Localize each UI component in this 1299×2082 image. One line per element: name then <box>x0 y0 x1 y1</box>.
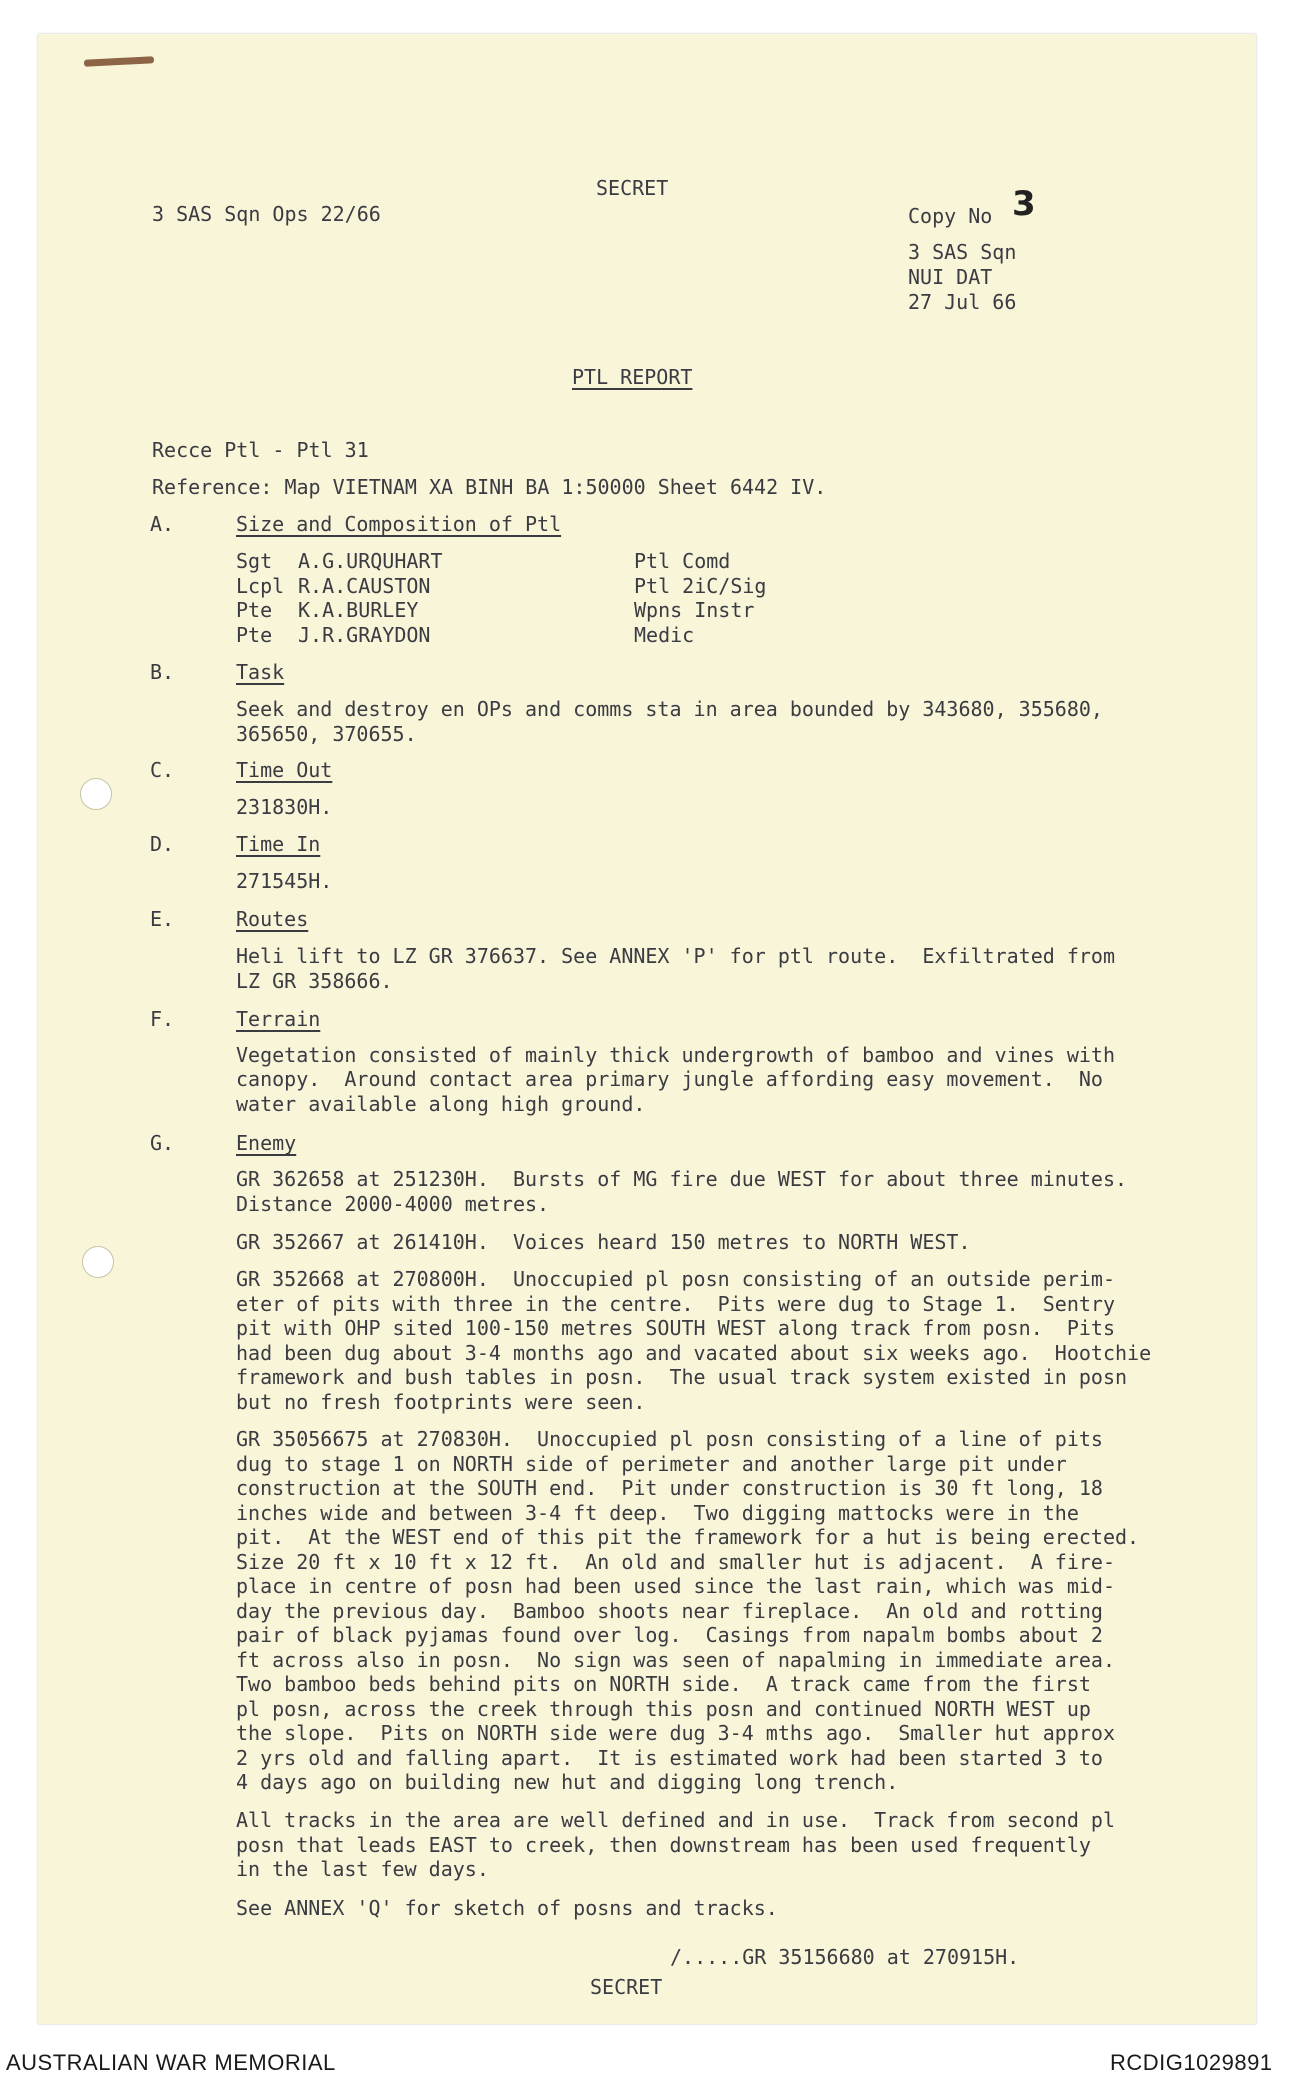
unit: 3 SAS Sqn <box>908 240 1017 264</box>
copy-number: 3 <box>1012 184 1036 224</box>
enemy-line: the slope. Pits on NORTH side were dug 3-4 mths ago. Smaller hut approx <box>236 1721 1115 1745</box>
enemy-line: inches wide and between 3-4 ft deep. Two digging mattocks were in the <box>236 1501 1079 1525</box>
terrain-line: Vegetation consisted of mainly thick undergrowth of bamboo and vines with <box>236 1043 1115 1067</box>
enemy-line: framework and bush tables in posn. The usual track system existed in posn <box>236 1365 1128 1389</box>
section-g-letter: G. <box>150 1131 175 1155</box>
section-e-heading: Routes <box>236 907 309 931</box>
punch-hole-top <box>80 778 112 810</box>
enemy-line: GR 352667 at 261410H. Voices heard 150 metres to NORTH WEST. <box>236 1230 971 1254</box>
member-rank: Pte <box>236 623 273 647</box>
enemy-line: place in centre of posn had been used since the last rain, which was mid- <box>236 1574 1115 1598</box>
enemy-line: had been dug about 3-4 months ago and vacated about six weeks ago. Hootchie <box>236 1341 1152 1365</box>
enemy-line: but no fresh footprints were seen. <box>236 1390 646 1414</box>
enemy-line: Two bamboo beds behind pits on NORTH side. A track came from the first <box>236 1672 1091 1696</box>
member-rank: Sgt <box>236 549 273 573</box>
enemy-line: Size 20 ft x 10 ft x 12 ft. An old and smaller hut is adjacent. A fire- <box>236 1550 1115 1574</box>
section-d-heading: Time In <box>236 832 321 856</box>
member-role: Medic <box>634 623 695 647</box>
member-name: J.R.GRAYDON <box>298 623 431 647</box>
member-rank: Lcpl <box>236 574 285 598</box>
enemy-line: GR 362658 at 251230H. Bursts of MG fire due WEST for about three minutes. <box>236 1167 1128 1191</box>
routes-line: LZ GR 358666. <box>236 969 393 993</box>
section-a-letter: A. <box>150 512 175 536</box>
section-a-heading: Size and Composition of Ptl <box>236 512 562 536</box>
enemy-line: pl posn, across the creek through this posn and continued NORTH WEST up <box>236 1697 1091 1721</box>
section-e-letter: E. <box>150 907 175 931</box>
member-role: Ptl Comd <box>634 549 731 573</box>
enemy-line: GR 35056675 at 270830H. Unoccupied pl posn consisting of a line of pits <box>236 1427 1103 1451</box>
time-out-value: 231830H. <box>236 795 333 819</box>
date: 27 Jul 66 <box>908 290 1017 314</box>
task-line: 365650, 370655. <box>236 722 417 746</box>
enemy-line: 2 yrs old and falling apart. It is estimated work had been started 3 to <box>236 1746 1103 1770</box>
report-title: PTL REPORT <box>572 365 693 389</box>
section-g-heading: Enemy <box>236 1131 297 1155</box>
enemy-line: pit. At the WEST end of this pit the framework for a hut is being erected. <box>236 1525 1140 1549</box>
classification-top: SECRET <box>596 176 669 200</box>
terrain-line: canopy. Around contact area primary jungle affording easy movement. No <box>236 1067 1103 1091</box>
enemy-line: pair of black pyjamas found over log. Casings from napalm bombs about 2 <box>236 1623 1103 1647</box>
enemy-line: GR 352668 at 270800H. Unoccupied pl posn consisting of an outside perim- <box>236 1267 1115 1291</box>
section-d-letter: D. <box>150 832 175 856</box>
enemy-line: construction at the SOUTH end. Pit under construction is 30 ft long, 18 <box>236 1476 1103 1500</box>
archive-credit: AUSTRALIAN WAR MEMORIAL <box>6 2050 336 2075</box>
member-name: R.A.CAUSTON <box>298 574 431 598</box>
terrain-line: water available along high ground. <box>236 1092 646 1116</box>
enemy-line: pit with OHP sited 100-150 metres SOUTH WEST along track from posn. Pits <box>236 1316 1115 1340</box>
enemy-line: dug to stage 1 on NORTH side of perimeter and another large pit under <box>236 1452 1067 1476</box>
section-c-letter: C. <box>150 758 175 782</box>
classification-bottom: SECRET <box>590 1975 663 1999</box>
map-reference: Reference: Map VIETNAM XA BINH BA 1:50000 Sheet 6442 IV. <box>152 475 827 499</box>
enemy-line: 4 days ago on building new hut and digging long trench. <box>236 1770 899 1794</box>
copy-label: Copy No <box>908 204 993 228</box>
task-line: Seek and destroy en OPs and comms sta in area bounded by 343680, 355680, <box>236 697 1103 721</box>
member-name: K.A.BURLEY <box>298 598 419 622</box>
location: NUI DAT <box>908 265 993 289</box>
enemy-line: posn that leads EAST to creek, then downstream has been used frequently <box>236 1833 1091 1857</box>
patrol-name: Recce Ptl - Ptl 31 <box>152 438 369 462</box>
enemy-line: Distance 2000-4000 metres. <box>236 1192 550 1216</box>
routes-line: Heli lift to LZ GR 376637. See ANNEX 'P' for ptl route. Exfiltrated from <box>236 944 1115 968</box>
time-in-value: 271545H. <box>236 869 333 893</box>
reference-number: 3 SAS Sqn Ops 22/66 <box>152 202 381 226</box>
enemy-line: See ANNEX 'Q' for sketch of posns and tracks. <box>236 1896 778 1920</box>
section-b-letter: B. <box>150 660 175 684</box>
enemy-line: in the last few days. <box>236 1857 489 1881</box>
section-f-letter: F. <box>150 1007 175 1031</box>
section-c-heading: Time Out <box>236 758 333 782</box>
enemy-line: eter of pits with three in the centre. Pits were dug to Stage 1. Sentry <box>236 1292 1115 1316</box>
enemy-line: All tracks in the area are well defined and in use. Track from second pl <box>236 1808 1115 1832</box>
archive-id: RCDIG1029891 <box>1110 2050 1273 2075</box>
member-role: Wpns Instr <box>634 598 755 622</box>
member-name: A.G.URQUHART <box>298 549 443 573</box>
enemy-line: day the previous day. Bamboo shoots near fireplace. An old and rotting <box>236 1599 1103 1623</box>
enemy-line: ft across also in posn. No sign was seen of napalming in immediate area. <box>236 1648 1115 1672</box>
member-rank: Pte <box>236 598 273 622</box>
member-role: Ptl 2iC/Sig <box>634 574 767 598</box>
section-b-heading: Task <box>236 660 285 684</box>
section-f-heading: Terrain <box>236 1007 321 1031</box>
punch-hole-bottom <box>82 1246 114 1278</box>
continuation-note: /.....GR 35156680 at 270915H. <box>670 1945 1020 1969</box>
